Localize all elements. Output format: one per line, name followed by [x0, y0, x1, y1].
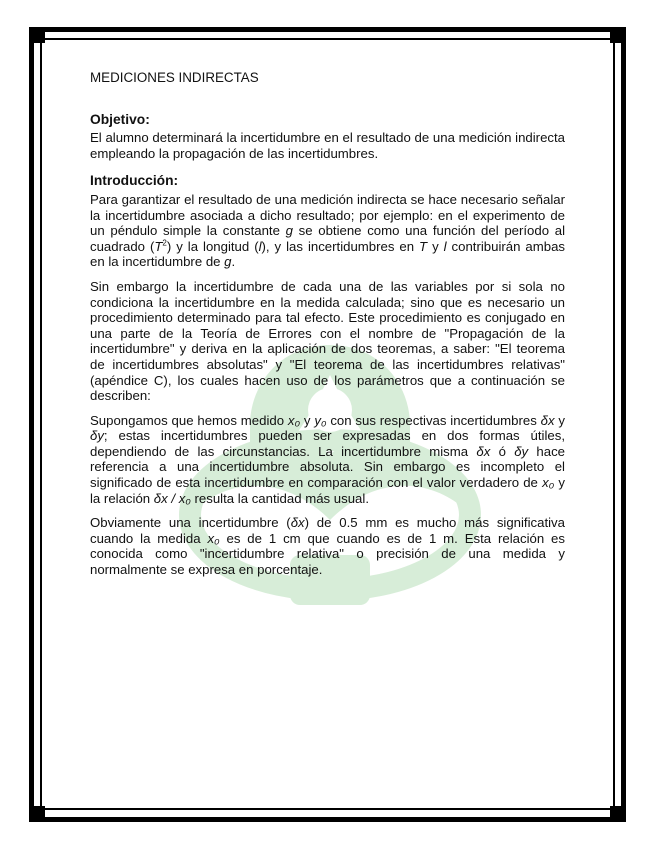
intro-paragraph-2: Sin embargo la incertidumbre de cada una de las variables por si sola no condiciona la incertidumbre en la medida calculada; sino que es necesario un procedimiento determinado para tal efecto. Este procedimiento es conjugado en una parte de la Teoría de Errores con el nombre de "Propagación de la incertidumbre" y deriva en la aplicación de dos teoremas, a saber: "El teorema de incertidumbres absolutas" y "El teorema de las incertidumbres relativas" (apéndice C), los cuales hacen uso de los parámetros que a continuación se describen:	[90, 278, 565, 404]
border-corner	[29, 27, 45, 43]
border-corner	[610, 27, 626, 43]
objetivo-heading: Objetivo:	[90, 111, 150, 127]
document-title: MEDICIONES INDIRECTAS	[90, 70, 259, 85]
objetivo-paragraph: El alumno determinará la incertidumbre en el resultado de una medición indirecta empleando la propagación de las incertidumbres.	[90, 130, 565, 161]
border-corner	[29, 806, 45, 822]
intro-paragraph-4: Obviamente una incertidumbre (δx) de 0.5 mm es mucho más significativa cuando la medida x₀ es de 1 cm que cuando es de 1 m. Esta relación es conocida como "incertidumbre relativa" o precisión de una medida y normalmente se expresa en porcentaje.	[90, 515, 565, 578]
document-body	[90, 70, 565, 587]
intro-paragraph-1: Para garantizar el resultado de una medición indirecta se hace necesario señalar la incertidumbre asociada a dicho resultado; por ejemplo: en el experimento de un péndulo simple la constante g se obtiene como una función del período al cuadrado $(T^2)$ y la longitud (l), y las incertidumbres en T y l contribuirán ambas en la incertidumbre de g.	[90, 191, 566, 270]
border-corner	[610, 806, 626, 822]
intro-paragraph-3: Supongamos que hemos medido x₀ y y₀ con sus respectivas incertidumbres δx y δy; estas incertidumbres pueden ser expresadas en dos formas útiles, dependiendo de las circunstancias. La incertidumbre misma δx ó δy hace referencia a una incertidumbre absoluta. Sin embargo es incompleto el significado de esta incertidumbre en comparación con el valor verdadero de x₀ y la relación δx / x₀ resulta la cantidad más usual.	[90, 412, 566, 506]
introduccion-heading: Introducción:	[90, 173, 179, 189]
